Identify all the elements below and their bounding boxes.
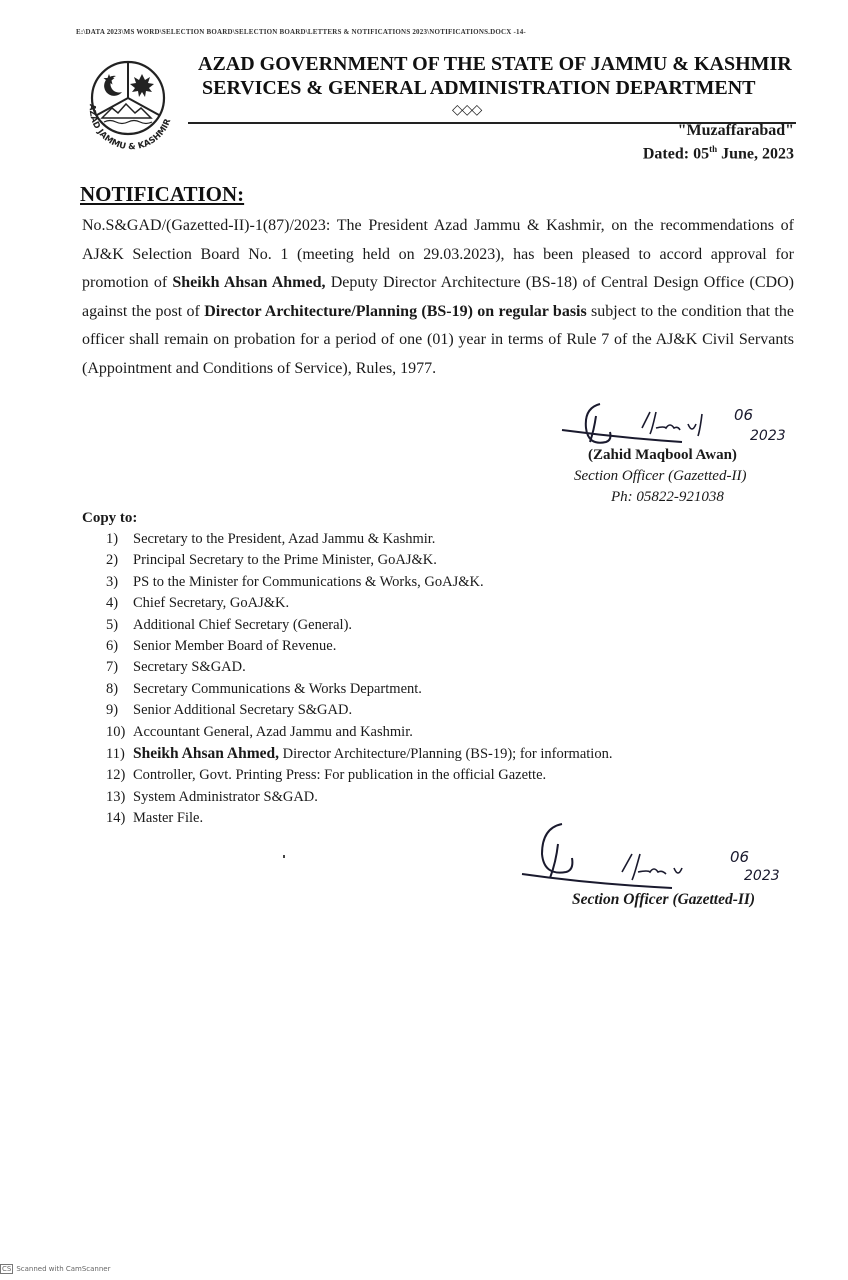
body-text-part3: subject to the condition that the officer shall remain on probation for a period of one (01) year in terms of Rule 7 of the AJ&K Civil Servants (Appointment and Conditions of Service), Rules, 1977. [82, 302, 794, 377]
signatory-name: (Zahid Maqbool Awan) [588, 447, 737, 463]
svg-text:2023: 2023 [750, 428, 786, 444]
copy-to-item-number: 11) [106, 746, 125, 763]
date-suffix-sup: th [709, 144, 718, 154]
copy-to-item-number: 4) [106, 595, 119, 612]
scan-speck [283, 855, 285, 858]
copy-to-item [106, 743, 612, 765]
copy-to-item [106, 679, 612, 700]
copy-to-item [106, 529, 612, 550]
body-post-title: Director Architecture/Planning (BS-19) on regular basis [204, 302, 587, 320]
header-ornament: ◇◇◇ [452, 103, 482, 118]
date-label [643, 144, 794, 163]
copy-to-list [106, 529, 612, 830]
copy-to-item-number: 13) [106, 788, 126, 805]
copy-to-item-text: Secretary S&GAD. [133, 659, 246, 676]
department-header [198, 52, 798, 100]
notification-heading: NOTIFICATION: [80, 182, 245, 206]
copy-to-item-number: 12) [106, 767, 126, 784]
copy-to-item-number: 2) [106, 552, 119, 569]
copy-to-item [106, 787, 612, 808]
svg-text:06: 06 [734, 406, 754, 424]
copy-to-item-number: 10) [106, 723, 126, 740]
date-rest: June, 2023 [717, 145, 794, 163]
copy-to-item-text: Principal Secretary to the Prime Minister, GoAJ&K. [133, 552, 437, 569]
scanner-footer-text: Scanned with CamScanner [16, 1265, 111, 1273]
copy-to-item-text: Secretary Communications & Works Department. [133, 680, 422, 697]
copy-to-item-number: 7) [106, 659, 119, 676]
copy-to-item-text: Chief Secretary, GoAJ&K. [133, 595, 290, 612]
copy-to-item-number: 5) [106, 616, 119, 633]
copy-to-item [106, 722, 612, 743]
copy-to-item-text: Master File. [133, 810, 204, 827]
signatory-designation-2: Section Officer (Gazetted-II) [572, 891, 756, 908]
file-path-header: E:\DATA 2023\MS WORD\SELECTION BOARD\SELECTION BOARD\LETTERS & NOTIFICATIONS 2023\NOTIFICATIONS.DOCX -14- [76, 28, 526, 36]
copy-to-item-text: System Administrator S&GAD. [133, 788, 318, 805]
body-officer-name: Sheikh Ahsan Ahmed, [172, 274, 326, 291]
scanner-footer [0, 1264, 111, 1274]
signatory-designation: Section Officer (Gazetted-II) [574, 468, 747, 484]
copy-to-item [106, 550, 612, 571]
copy-to-item [106, 636, 612, 657]
camscanner-icon: CS [2, 1265, 12, 1273]
copy-to-item [106, 593, 612, 614]
copy-to-item-number: 8) [106, 680, 119, 697]
emblem-text: AZAD JAMMU & KASHMIR [86, 103, 174, 153]
signatory-phone: Ph: 05822-921038 [611, 489, 724, 505]
copy-to-item [106, 572, 612, 593]
copy-to-item-number: 14) [106, 810, 126, 827]
svg-text:06: 06 [730, 848, 750, 866]
copy-to-item-bold: Sheikh Ahsan Ahmed, [133, 745, 280, 763]
svg-text:2023: 2023 [744, 868, 780, 884]
copy-to-item-text: Senior Member Board of Revenue. [133, 638, 337, 655]
place-label: "Muzaffarabad" [677, 122, 794, 139]
copy-to-item-number: 3) [106, 573, 119, 590]
copy-to-item-number: 6) [106, 638, 119, 655]
copy-to-item-text: Additional Chief Secretary (General). [133, 616, 353, 633]
header-title-line2: SERVICES & GENERAL ADMINISTRATION DEPARTMENT [202, 77, 756, 99]
copy-to-label: Copy to: [82, 510, 138, 526]
copy-to-item [106, 657, 612, 678]
copy-to-item-text: Controller, Govt. Printing Press: For publication in the official Gazette. [133, 767, 547, 784]
copy-to-item [106, 615, 612, 636]
copy-to-item-text: Accountant General, Azad Jammu and Kashmir. [133, 723, 413, 740]
copy-to-item-text: PS to the Minister for Communications & Works, GoAJ&K. [133, 573, 484, 590]
copy-to-item-number: 1) [106, 531, 119, 547]
copy-to-item-number: 9) [106, 702, 119, 719]
notification-body [82, 212, 794, 383]
copy-to-item-text: Secretary to the President, Azad Jammu & Kashmir. [133, 531, 436, 547]
header-title-line1: AZAD GOVERNMENT OF THE STATE OF JAMMU & KASHMIR [198, 53, 792, 75]
body-text-part2: Deputy Director Architecture (BS-18) of Central Design Office (CDO) against the post of [82, 274, 794, 320]
date-prefix: Dated: 05 [642, 145, 710, 163]
body-text-part1: No.S&GAD/(Gazetted-II)-1(87)/2023: The President Azad Jammu & Kashmir, on the recommendations of AJ&K Selection Board No. 1 (meeting held on 29.03.2023), has been pleased to accord approval for promotion of [82, 217, 794, 291]
ajk-emblem-icon [76, 48, 184, 156]
copy-to-item [106, 765, 612, 786]
copy-to-item-text: Senior Additional Secretary S&GAD. [133, 702, 353, 719]
copy-to-item-text: Director Architecture/Planning (BS-19); for information. [279, 746, 613, 763]
copy-to-item [106, 700, 612, 721]
